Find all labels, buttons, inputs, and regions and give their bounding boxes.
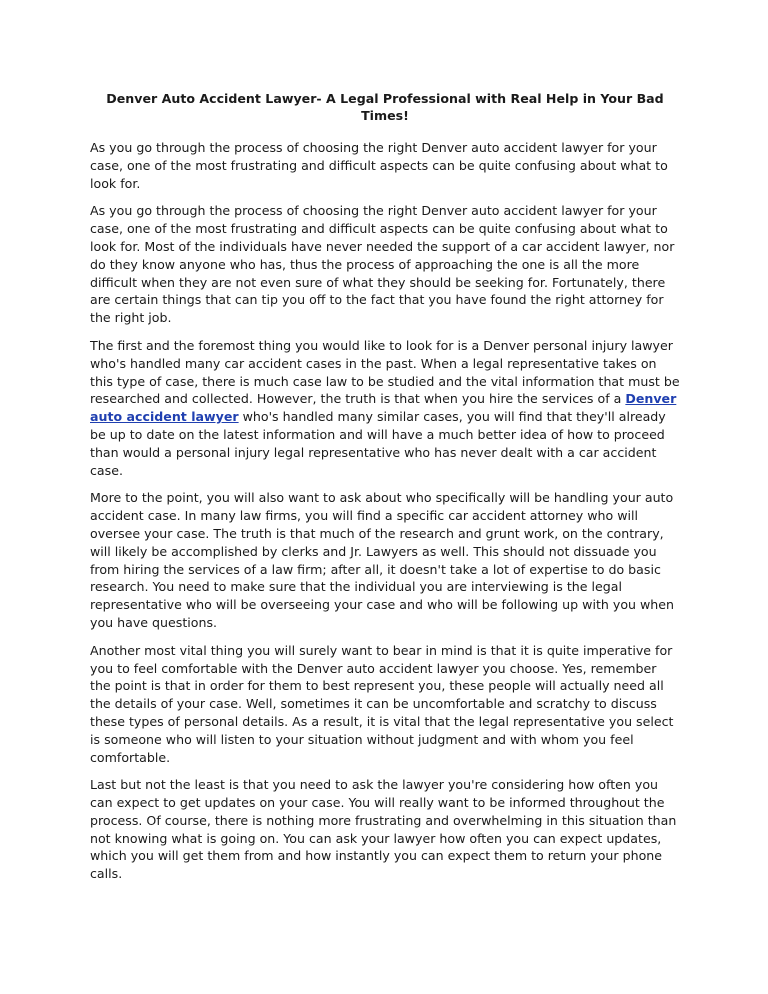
paragraph-5: Another most vital thing you will surely want to bear in mind is that it is quite imperative for you to feel comfortable with the Denver auto accident lawyer you choose. Yes, remember the point is that in order for them to best represent you, these people will actually need all the details of your case. Well, sometimes it can be uncomfortable and scratchy to discuss these types of personal details. As a result, it is vital that the legal representative you select is someone who will listen to your situation without judgment and with whom you feel comfortable. xyxy=(90,642,674,765)
paragraph-1: As you go through the process of choosing the right Denver auto accident lawyer for your case, one of the most frustrating and difficult aspects can be quite confusing about what to look for. xyxy=(90,140,668,191)
paragraph-3-text-after: who's handled many similar cases, you will find that they'll already be up to date on the latest information and will have a much better idea of how to proceed than would a personal injury legal representative who has never dealt with a car accident case. xyxy=(90,409,666,478)
document-title: Denver Auto Accident Lawyer- A Legal Professional with Real Help in Your Bad Times! xyxy=(106,91,664,123)
paragraph-3-text-before: The first and the foremost thing you would like to look for is a Denver personal injury lawyer who's handled many car accident cases in the past. When a legal representative takes on this type of case, there is much case law to be studied and the vital information that must be researched and collected. However, the truth is that when you hire the services of a xyxy=(90,337,680,407)
denver-auto-accident-lawyer-link[interactable]: Denver auto accident lawyer xyxy=(90,391,677,425)
paragraph-3 xyxy=(90,337,680,479)
document-page xyxy=(90,90,680,893)
paragraph-4: More to the point, you will also want to ask about who specifically will be handling your auto accident case. In many law firms, you will find a specific car accident attorney who will oversee your case. The truth is that much of the research and grunt work, on the contrary, will likely be accomplished by clerks and Jr. Lawyers as well. This should not dissuade you from hiring the services of a law firm; after all, it doesn't take a lot of expertise to do basic research. You need to make sure that the individual you are interviewing is the legal representative who will be overseeing your case and who will be following up with you when you have questions. xyxy=(90,490,675,630)
paragraph-2: As you go through the process of choosing the right Denver auto accident lawyer for your case, one of the most frustrating and difficult aspects can be quite confusing about what to look for. Most of the individuals have never needed the support of a car accident lawyer, nor do they know anyone who has, thus the process of approaching the one is all the more difficult when they are not even sure of what they should be seeking for. Fortunately, there are certain things that can tip you off to the fact that you have found the right attorney for the right job. xyxy=(90,203,675,326)
paragraph-6: Last but not the least is that you need to ask the lawyer you're considering how often you can expect to get updates on your case. You will really want to be informed throughout the process. Of course, there is nothing more frustrating and overwhelming in this situation than not knowing what is going on. You can ask your lawyer how often you can expect updates, which you will get them from and how instantly you can expect them to return your phone calls. xyxy=(90,777,677,882)
